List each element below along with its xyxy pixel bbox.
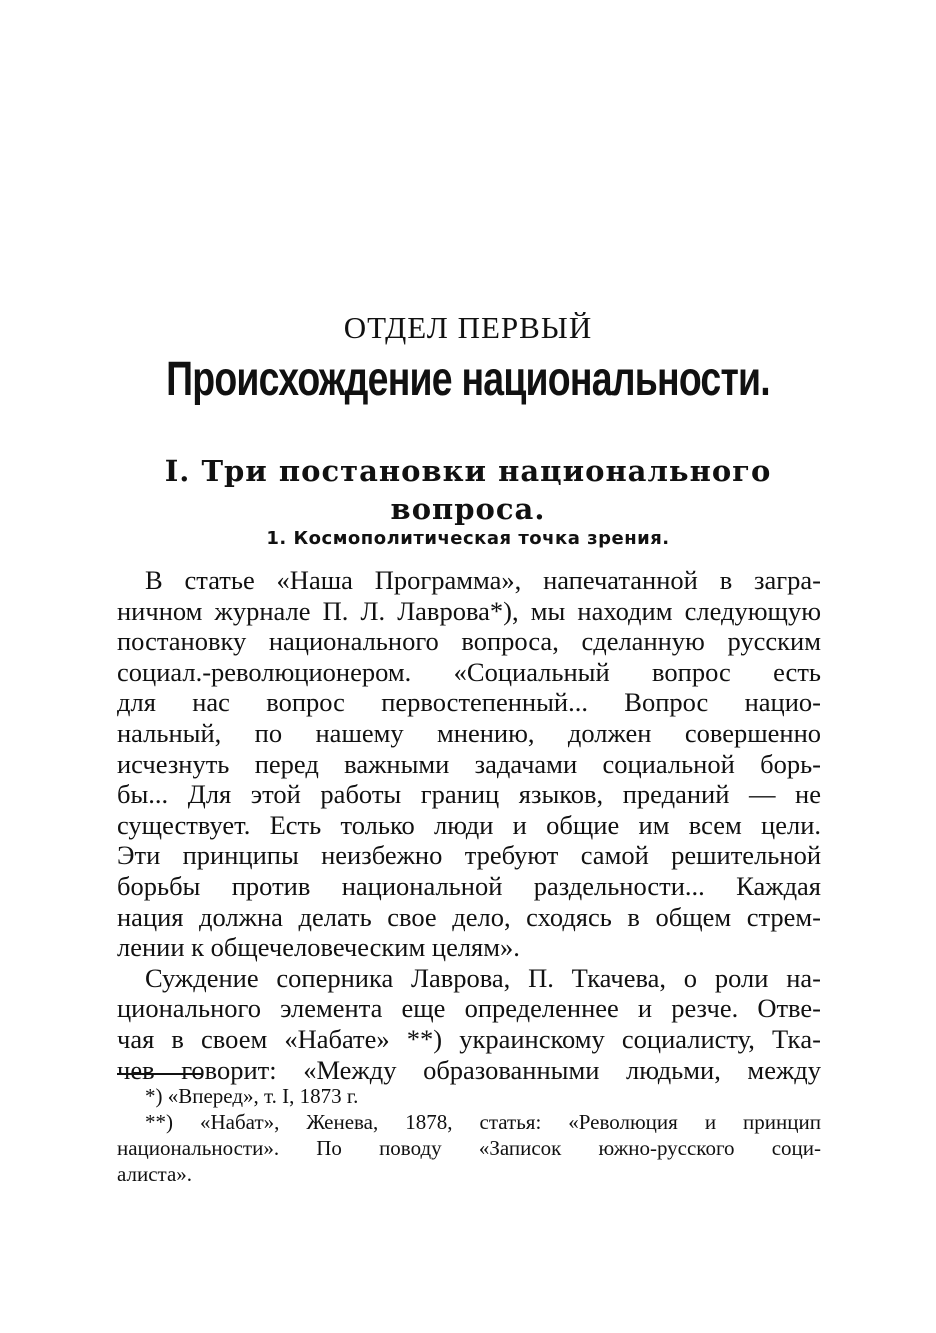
chapter-title-line-1: I. Три постановки национального <box>164 454 772 488</box>
part-title: Происхождение национальности. <box>166 353 770 406</box>
footnote-line: национальности». По поводу «Записок южно-русского соци- <box>117 1136 821 1160</box>
footnote-line: *) «Вперед», т. I, 1873 г. <box>145 1084 359 1108</box>
chapter-title-line-2: вопроса. <box>390 492 546 526</box>
footnote-line: **) «Набат», Женева, 1878, статья: «Революция и принцип <box>145 1110 821 1134</box>
body-line: нальный, по нашему мнению, должен совершенно <box>117 717 821 748</box>
body-line: исчезнуть перед важными задачами социальной борь- <box>117 748 821 779</box>
body-line: В статье «Наша Программа», напечатанной в загра- <box>145 565 821 595</box>
body-line: для нас вопрос первостепенный... Вопрос нацио- <box>117 687 821 718</box>
body-line: Суждение соперника Лаврова, П. Ткачева, о роли на- <box>145 962 821 993</box>
body-line: ционального элемента еще определеннее и резче. Отве- <box>117 993 821 1024</box>
body-line: нация должна делать свое дело, сходясь в общем стрем- <box>117 901 821 932</box>
part-label: ОТДЕЛ ПЕРВЫЙ <box>343 310 593 345</box>
body-line: лении к общечеловеческим целям». <box>117 932 520 963</box>
body-line: существует. Есть только люди и общие им всем цели. <box>117 809 821 840</box>
section-title: 1. Космополитическая точка зрения. <box>266 528 670 549</box>
footnotes <box>117 1083 821 1187</box>
body-line: Эти принципы неизбежно требуют самой решительной <box>117 840 821 871</box>
body-line: ничном журнале П. Л. Лаврова*), мы находим следующую <box>117 595 821 626</box>
chapter-title <box>100 452 836 528</box>
body-line: социал.-революционером. «Социальный вопрос есть <box>117 656 821 687</box>
body-text <box>117 565 821 1085</box>
body-line: постановку национального вопроса, сделанную русским <box>117 626 821 657</box>
body-line: борьбы против национальной раздельности... Каждая <box>117 870 821 901</box>
body-line: чев говорит: «Между образованными людьми, между <box>117 1054 821 1085</box>
body-line: чая в своем «Набате» **) украинскому социалисту, Ткa- <box>117 1023 821 1054</box>
body-line: бы... Для этой работы границ языков, преданий — не <box>117 779 821 810</box>
footnote-divider <box>117 1073 203 1075</box>
footnote-line: алиста». <box>117 1162 193 1186</box>
